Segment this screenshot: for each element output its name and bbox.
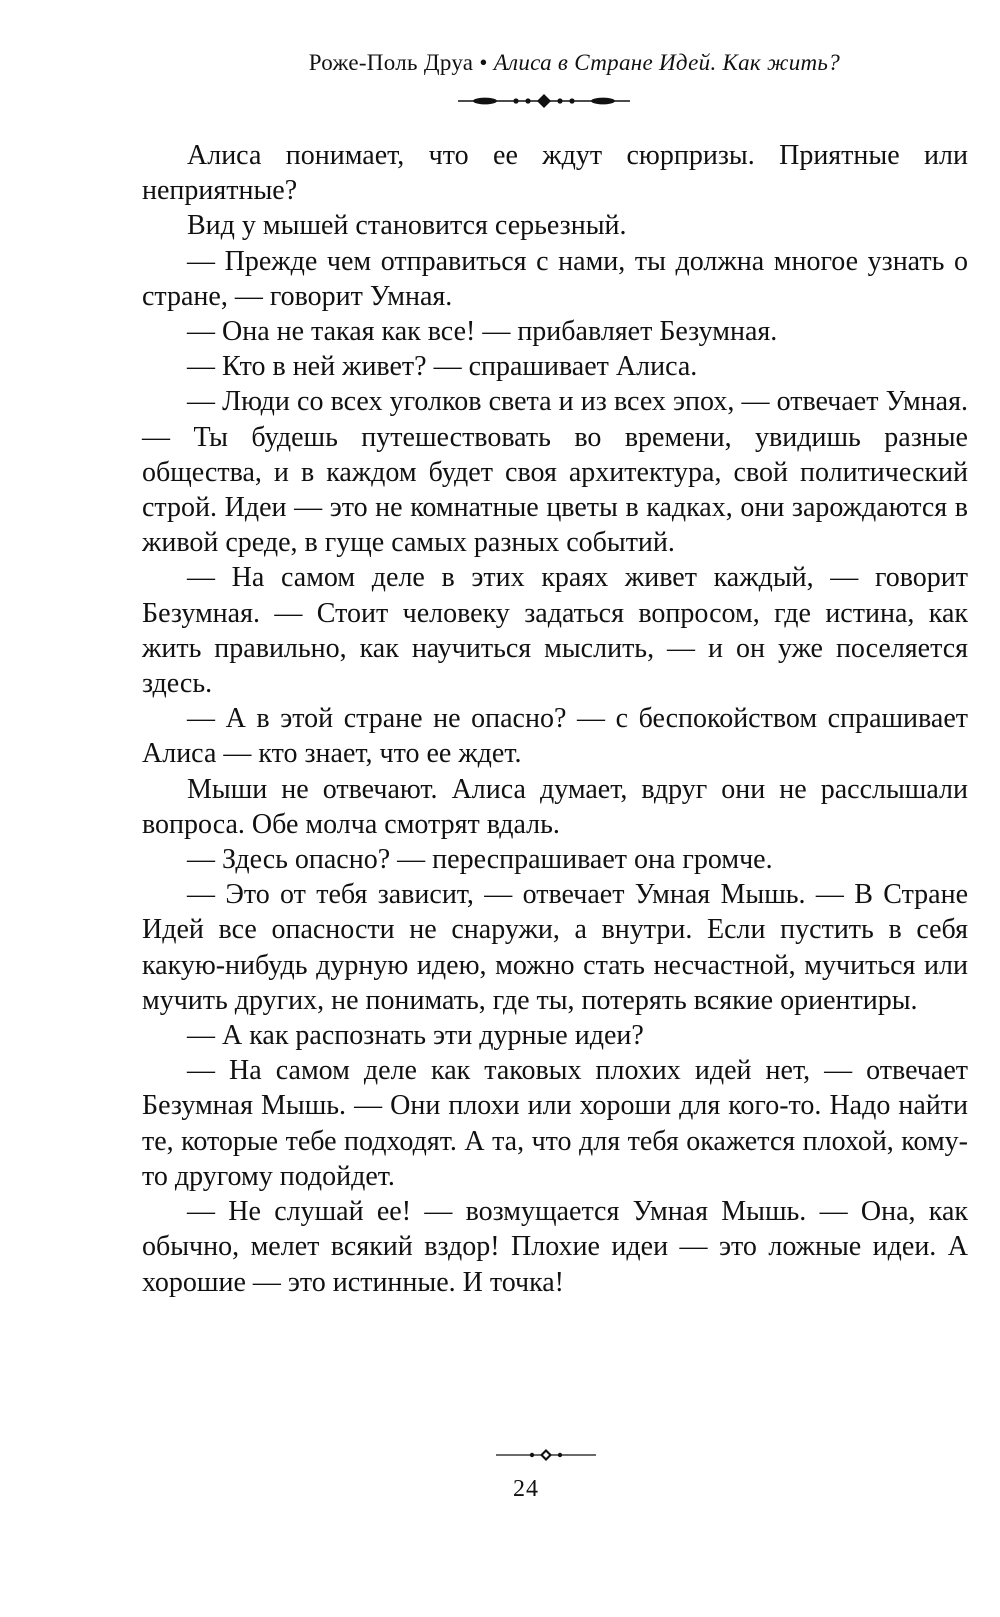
paragraph: — Кто в ней живет? — спрашивает Алиса. bbox=[187, 351, 698, 383]
body-text bbox=[142, 138, 968, 1300]
running-head bbox=[0, 50, 1000, 76]
paragraph: — Она не такая как все! — прибавляет Безумная. bbox=[187, 316, 778, 348]
paragraph: — Люди со всех уголков света и из всех эпох, — отвечает Умная. — Ты будешь путешествовать во времени, увидишь разные общества, и в каждом будет своя архитектура, свой политический строй. Идеи — это не комнатные цветы в кадках, они зарождаются в живой среде, в гуще самых разных событий. bbox=[142, 386, 968, 559]
paragraph: — Здесь опасно? — переспрашивает она громче. bbox=[187, 844, 773, 876]
running-head-separator: • bbox=[479, 50, 488, 75]
paragraph: — А в этой стране не опасно? — с беспокойством спрашивает Алиса — кто знает, что ее ждет. bbox=[142, 703, 968, 770]
paragraph: — На самом деле в этих краях живет каждый, — говорит Безумная. — Стоит человеку задаться вопросом, где истина, как жить правильно, как научиться мыслить, — и он уже поселяется здесь. bbox=[142, 562, 968, 700]
paragraph: Вид у мышей становится серьезный. bbox=[187, 210, 627, 242]
paragraph: — Не слушай ее! — возмущается Умная Мышь. — Она, как обычно, мелет всякий вздор! Плохие идеи — это ложные идеи. А хорошие — это истинные. И точка! bbox=[142, 1196, 968, 1298]
running-head-author: Роже-Поль Друа bbox=[308, 50, 474, 75]
header-ornament-icon bbox=[458, 92, 630, 110]
paragraph: — А как распознать эти дурные идеи? bbox=[187, 1020, 644, 1052]
paragraph: — Это от тебя зависит, — отвечает Умная Мышь. — В Стране Идей все опасности не снаружи, а внутри. Если пустить в себя какую-нибудь дурную идею, можно стать несчастной, мучиться или мучить других, не понимать, где ты, потерять всякие ориентиры. bbox=[142, 879, 968, 1016]
paragraph: — На самом деле как таковых плохих идей нет, — отвечает Безумная Мышь. — Они плохи или хороши для кого-то. Надо найти те, которые тебе подходят. А та, что для тебя окажется плохой, кому-то другому подойдет. bbox=[142, 1055, 968, 1192]
paragraph: Мыши не отвечают. Алиса думает, вдруг они не расслышали вопроса. Обе молча смотрят вдаль. bbox=[142, 773, 968, 840]
running-head-title: Алиса в Стране Идей. Как жить? bbox=[493, 50, 840, 75]
footer-ornament-icon bbox=[496, 1447, 596, 1463]
paragraph: Алиса понимает, что ее ждут сюрпризы. Приятные или неприятные? bbox=[142, 140, 968, 207]
page-number: 24 bbox=[513, 1476, 539, 1502]
paragraph: — Прежде чем отправиться с нами, ты должна многое узнать о стране, — говорит Умная. bbox=[142, 245, 968, 312]
